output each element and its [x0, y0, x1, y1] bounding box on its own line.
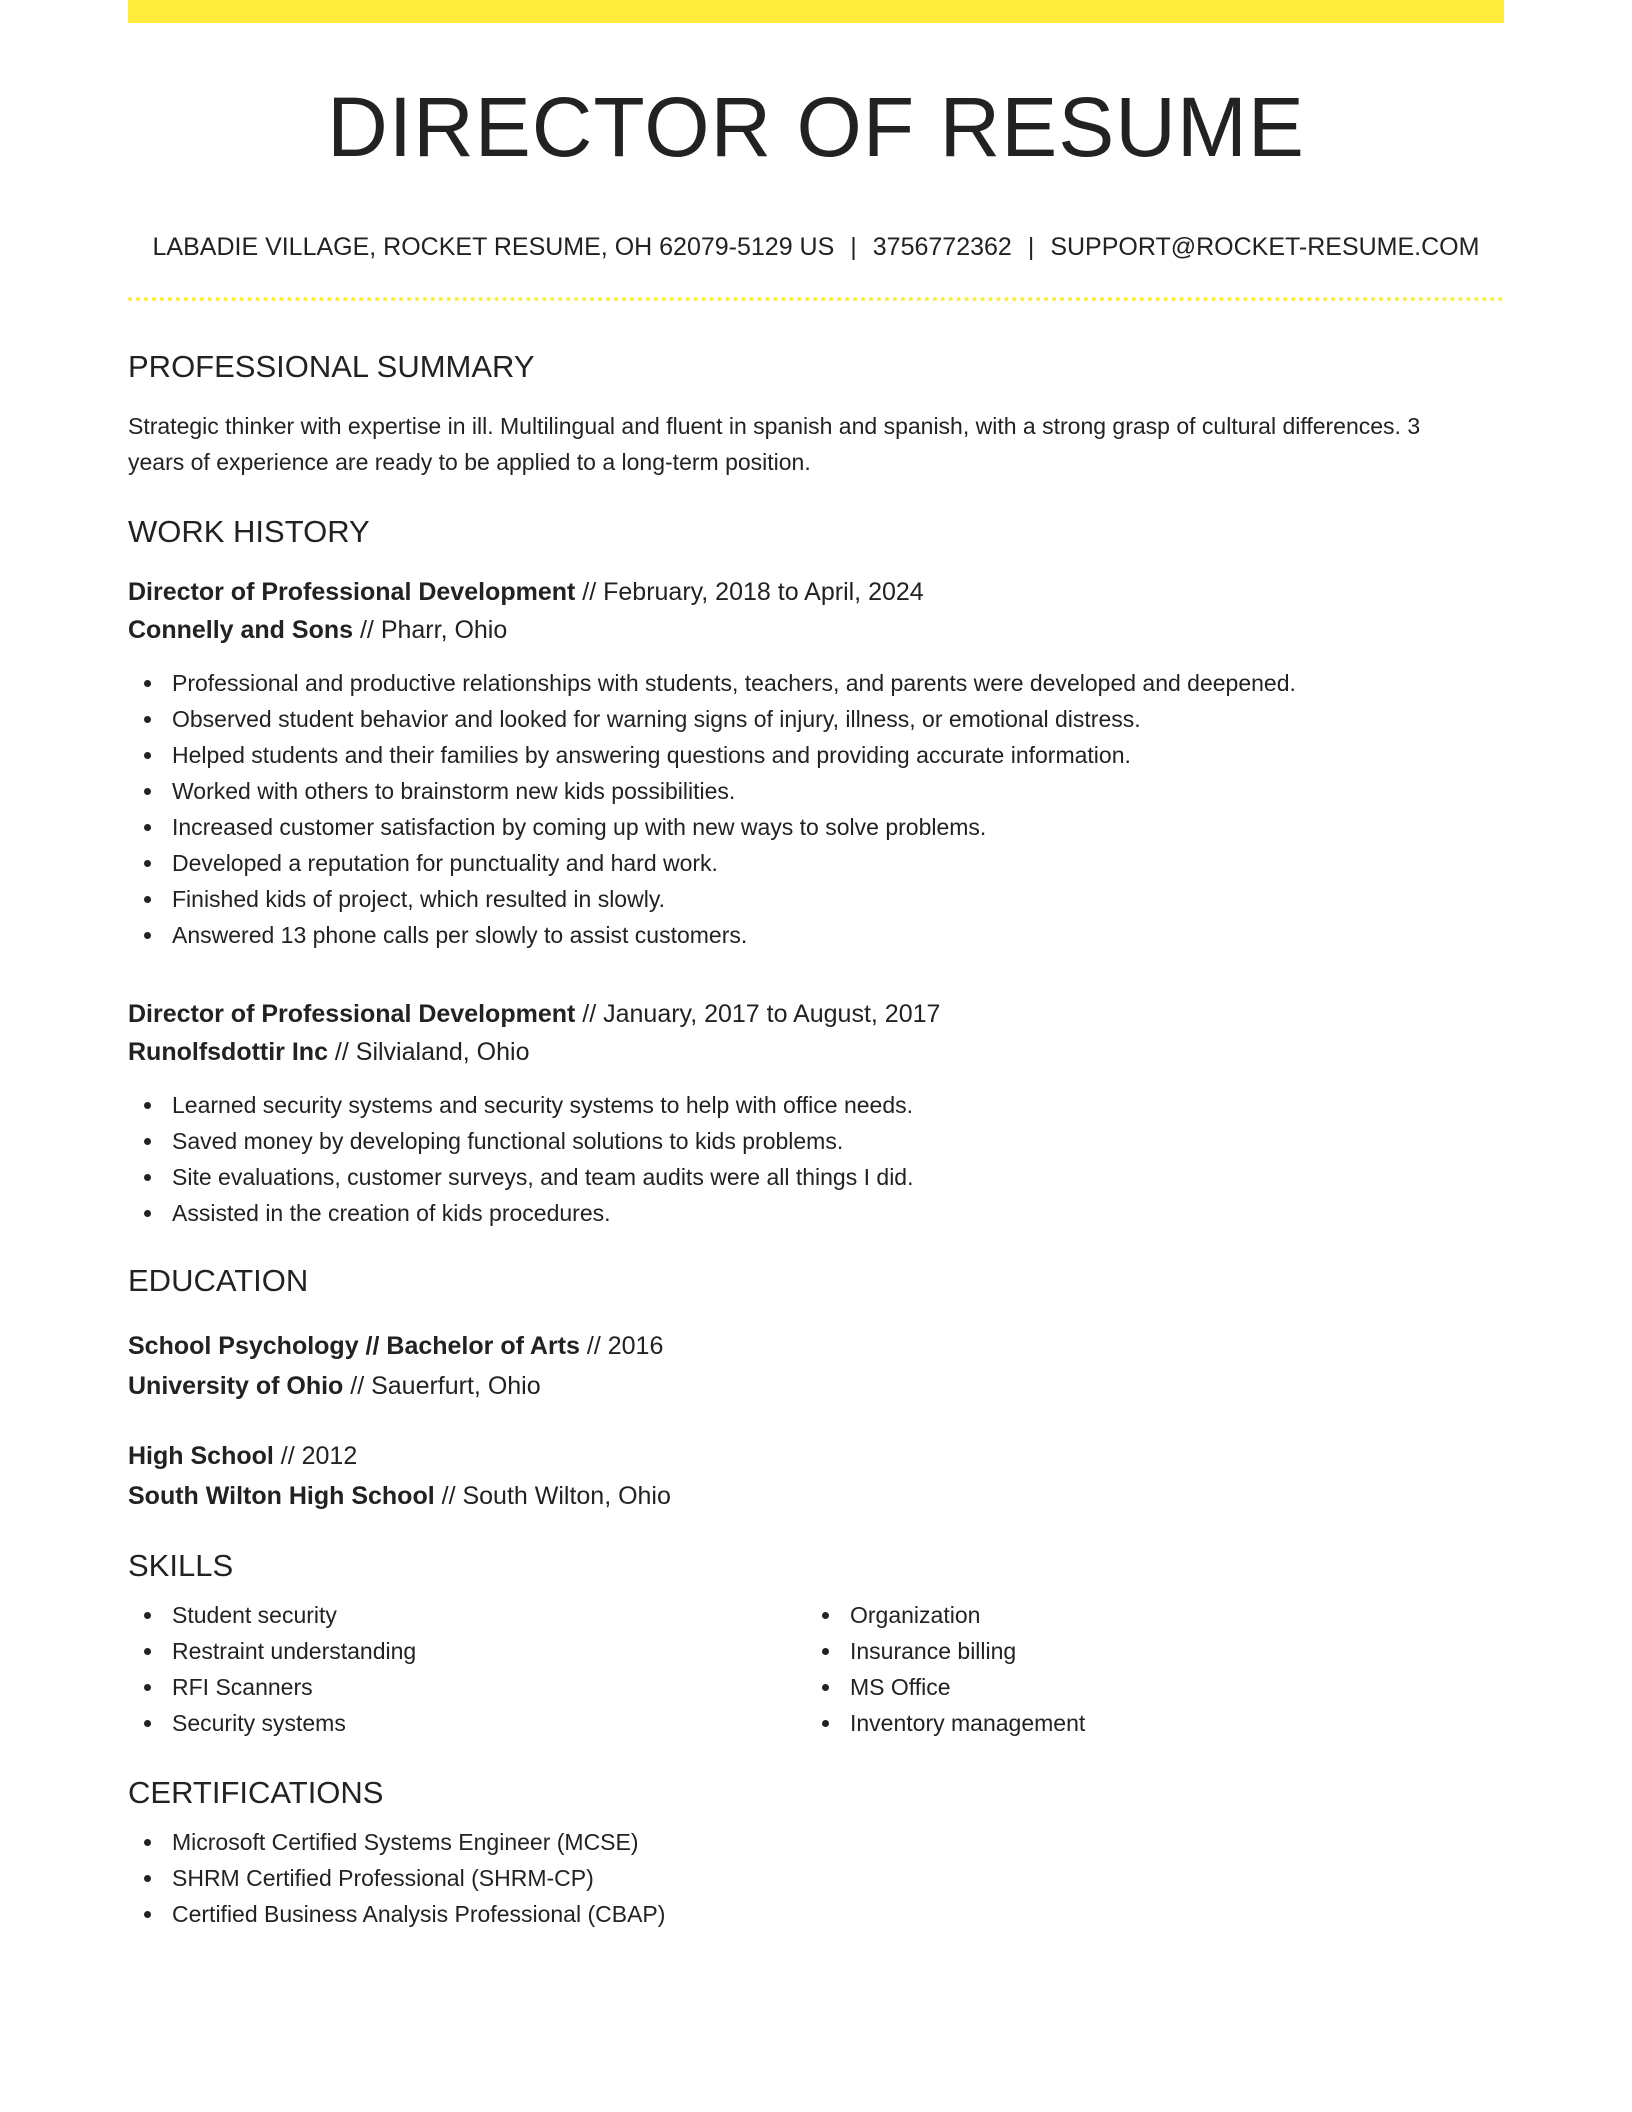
- education-school-line: [128, 1366, 1504, 1406]
- job-role-line: [128, 573, 1504, 611]
- list-item: Site evaluations, customer surveys, and team audits were all things I did.: [128, 1159, 1504, 1195]
- job-role: Director of Professional Development: [128, 1000, 576, 1028]
- contact-email: SUPPORT@ROCKET-RESUME.COM: [1050, 233, 1480, 261]
- list-item: Certified Business Analysis Professional (CBAP): [128, 1896, 1504, 1932]
- list-item: Microsoft Certified Systems Engineer (MCSE): [128, 1824, 1504, 1860]
- job-dates: // January, 2017 to August, 2017: [575, 1000, 941, 1028]
- job-company: Runolfsdottir Inc: [128, 1038, 328, 1066]
- list-item: RFI Scanners: [128, 1669, 806, 1705]
- job-company: Connelly and Sons: [128, 616, 354, 644]
- skills-grid: [128, 1597, 1504, 1741]
- list-item: MS Office: [806, 1669, 1484, 1705]
- education-school: South Wilton High School: [128, 1482, 435, 1510]
- education-degree: High School: [128, 1442, 274, 1470]
- education-school: University of Ohio: [128, 1372, 344, 1400]
- accent-top-bar: [128, 0, 1504, 23]
- education-year: // 2012: [273, 1442, 358, 1470]
- education-year: // 2016: [579, 1332, 664, 1360]
- contact-separator: |: [850, 233, 857, 261]
- section-title-certifications: CERTIFICATIONS: [128, 1775, 384, 1810]
- list-item: Answered 13 phone calls per slowly to assist customers.: [128, 917, 1504, 953]
- list-item: Helped students and their families by answering questions and providing accurate information.: [128, 737, 1504, 773]
- education-entry: [128, 1326, 1504, 1406]
- education-degree-line: [128, 1326, 1504, 1366]
- job-bullets: [128, 665, 1504, 953]
- list-item: Inventory management: [806, 1705, 1484, 1741]
- list-item: Insurance billing: [806, 1633, 1484, 1669]
- list-item: Worked with others to brainstorm new kids possibilities.: [128, 773, 1504, 809]
- contact-address: LABADIE VILLAGE, ROCKET RESUME, OH 62079-5129 US: [152, 233, 835, 261]
- education-degree: School Psychology // Bachelor of Arts: [128, 1332, 580, 1360]
- list-item: Security systems: [128, 1705, 806, 1741]
- job-role-line: [128, 995, 1504, 1033]
- list-item: SHRM Certified Professional (SHRM-CP): [128, 1860, 1504, 1896]
- list-item: Organization: [806, 1597, 1484, 1633]
- job-location: // Silvialand, Ohio: [327, 1038, 530, 1066]
- job-bullets: [128, 1087, 1504, 1231]
- section-title-summary: PROFESSIONAL SUMMARY: [128, 349, 535, 384]
- list-item: Increased customer satisfaction by coming up with new ways to solve problems.: [128, 809, 1504, 845]
- resume-page: [128, 0, 1504, 1932]
- dotted-divider: [128, 297, 1504, 301]
- list-item: Learned security systems and security systems to help with office needs.: [128, 1087, 1504, 1123]
- job-entry: [128, 573, 1504, 953]
- education-school-line: [128, 1476, 1504, 1516]
- resume-name: DIRECTOR OF RESUME: [327, 80, 1305, 174]
- skills-column-left: [128, 1597, 806, 1741]
- list-item: Developed a reputation for punctuality and hard work.: [128, 845, 1504, 881]
- list-item: Student security: [128, 1597, 806, 1633]
- section-title-skills: SKILLS: [128, 1548, 234, 1583]
- job-entry: [128, 995, 1504, 1231]
- education-location: // Sauerfurt, Ohio: [343, 1372, 541, 1400]
- contact-line: [128, 235, 1504, 260]
- summary-text: Strategic thinker with expertise in ill. Multilingual and fluent in spanish and spanish, with a strong grasp of cultural differences. 3 years of experience are ready to be applied to a long-term position.: [128, 413, 1421, 475]
- list-item: Professional and productive relationships with students, teachers, and parents were developed and deepened.: [128, 665, 1504, 701]
- education-entry: [128, 1436, 1504, 1516]
- job-company-line: [128, 1033, 1504, 1071]
- list-item: Observed student behavior and looked for warning signs of injury, illness, or emotional distress.: [128, 701, 1504, 737]
- job-dates: // February, 2018 to April, 2024: [575, 578, 924, 606]
- skills-column-right: [806, 1597, 1484, 1741]
- section-title-education: EDUCATION: [128, 1263, 309, 1298]
- education-degree-line: [128, 1436, 1504, 1476]
- list-item: Saved money by developing functional solutions to kids problems.: [128, 1123, 1504, 1159]
- education-location: // South Wilton, Ohio: [434, 1482, 671, 1510]
- list-item: Assisted in the creation of kids procedures.: [128, 1195, 1504, 1231]
- section-title-work-history: WORK HISTORY: [128, 514, 370, 549]
- job-location: // Pharr, Ohio: [353, 616, 508, 644]
- job-company-line: [128, 611, 1504, 649]
- list-item: Finished kids of project, which resulted in slowly.: [128, 881, 1504, 917]
- contact-separator: |: [1027, 233, 1035, 261]
- job-role: Director of Professional Development: [128, 578, 576, 606]
- list-item: Restraint understanding: [128, 1633, 806, 1669]
- contact-phone: 3756772362: [872, 233, 1012, 261]
- certifications-list: [128, 1824, 1504, 1932]
